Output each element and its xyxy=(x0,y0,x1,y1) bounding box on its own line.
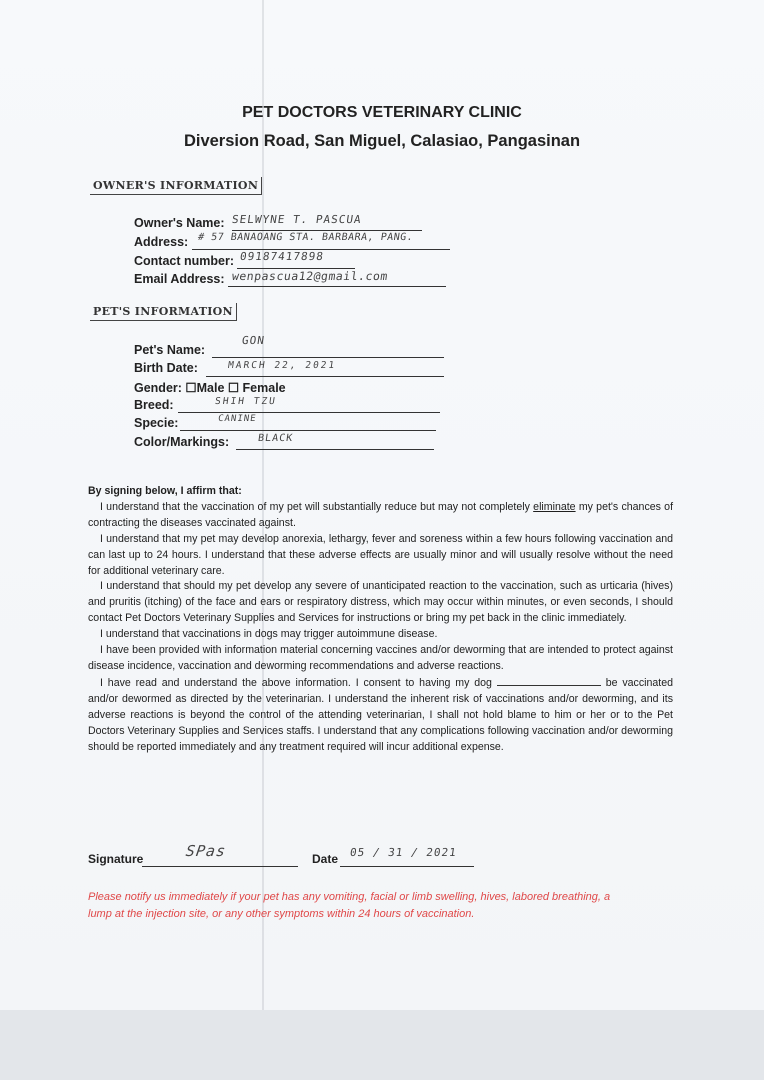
consent-paragraph-6: I have read and understand the above information. I consent to having my dog be vaccinated and/or dewormed as directed by the veterinarian. I understand the inherent risk of vaccinations and/or deworming, and its adverse reactions is beyond the control of the attending veterinarian, I shall not hold blame to him or her or to the Pet Doctors Veterinary Supplies and Services staffs. I understand that any complications following vaccination and/or deworming should be reported immediately and any treatment required will incur additional expense. xyxy=(88,676,673,753)
contact-number-value[interactable]: 09187417898 xyxy=(239,250,325,263)
birth-date-value[interactable]: MARCH 22, 2021 xyxy=(227,360,337,371)
owner-address-value[interactable]: # 57 BANAOANG STA. BARBARA, PANG. xyxy=(197,232,414,243)
pet-section-label: PET'S INFORMATION xyxy=(90,303,237,321)
pet-name-value[interactable]: GON xyxy=(241,334,266,347)
consent-heading: By signing below, I affirm that: xyxy=(88,485,242,497)
breed-line xyxy=(178,412,440,413)
pet-name-line xyxy=(212,357,444,358)
email-value[interactable]: wenpascua12@gmail.com xyxy=(231,269,389,283)
consent-paragraph-5: I have been provided with information material concerning vaccines and/or deworming that are intended to protect against disease incidence, vaccination and deworming recommendations and adverse reactions. xyxy=(88,644,673,672)
consent-paragraph-4: I understand that vaccinations in dogs may trigger autoimmune disease. xyxy=(100,628,438,641)
signature-line xyxy=(142,866,298,867)
red-notice: Please notify us immediately if your pet has any vomiting, facial or limb swelling, hives, labored breathing, a lump at the injection site, or any other symptoms within 24 hours of vaccination. xyxy=(88,891,611,920)
owner-name-label: Owner's Name: xyxy=(134,216,225,230)
underlined-word: eliminate xyxy=(533,500,576,513)
signature-label: Signature xyxy=(88,852,144,866)
dog-name-blank[interactable] xyxy=(497,675,601,686)
clinic-address: Diversion Road, San Miguel, Calasiao, Pangasinan xyxy=(183,132,581,150)
date-label: Date xyxy=(312,852,339,866)
consent-paragraph-3: I understand that should my pet develop any severe of unanticipated reaction to the vaccination, such as urticaria (hives) and pruritis (itching) of the face and ears or respiratory distress, which may occur within minutes, or even seconds, I should contact Pet Doctors Veterinary Supplies and Services for instructions or bring my pet back in the clinic immediately. xyxy=(88,580,673,625)
owner-name-line xyxy=(232,230,422,231)
owner-name-value[interactable]: SELWYNE T. PASCUA xyxy=(231,213,363,226)
specie-label: Specie: xyxy=(134,416,179,430)
date-value[interactable]: 05 / 31 / 2021 xyxy=(349,846,458,859)
gender-checkboxes[interactable]: Gender: ☐Male ☐ Female xyxy=(134,381,286,395)
clinic-name: PET DOCTORS VETERINARY CLINIC xyxy=(242,104,522,121)
specie-line xyxy=(180,430,436,431)
email-label: Email Address: xyxy=(134,272,225,286)
scan-margin xyxy=(0,1010,764,1080)
owner-section-label: OWNER'S INFORMATION xyxy=(90,177,262,195)
signature-value[interactable]: SPas xyxy=(184,842,228,860)
owner-address-label: Address: xyxy=(134,235,189,249)
color-markings-line xyxy=(236,449,434,450)
pet-name-label: Pet's Name: xyxy=(134,343,206,357)
date-line xyxy=(340,866,474,867)
specie-value[interactable]: CANINE xyxy=(217,414,258,424)
birth-date-line xyxy=(206,376,444,377)
contact-number-label: Contact number: xyxy=(134,254,234,268)
color-markings-value[interactable]: BLACK xyxy=(257,433,294,444)
consent-paragraph-1: I understand that the vaccination of my pet will substantially reduce but may not completely eliminate my pet's chances of contracting the diseases vaccinated against. xyxy=(88,500,674,529)
consent-paragraph-2: I understand that my pet may develop anorexia, lethargy, fever and soreness within a few hours following vaccination and can last up to 24 hours. I understand that these adverse effects are usually minor and will usually resolve without the need for additional veterinary care. xyxy=(88,532,673,577)
email-line xyxy=(228,286,446,287)
color-markings-label: Color/Markings: xyxy=(134,435,230,449)
breed-value[interactable]: SHIH TZU xyxy=(214,396,278,407)
birth-date-label: Birth Date: xyxy=(134,361,198,375)
breed-label: Breed: xyxy=(134,398,174,412)
consent-text xyxy=(88,484,673,755)
